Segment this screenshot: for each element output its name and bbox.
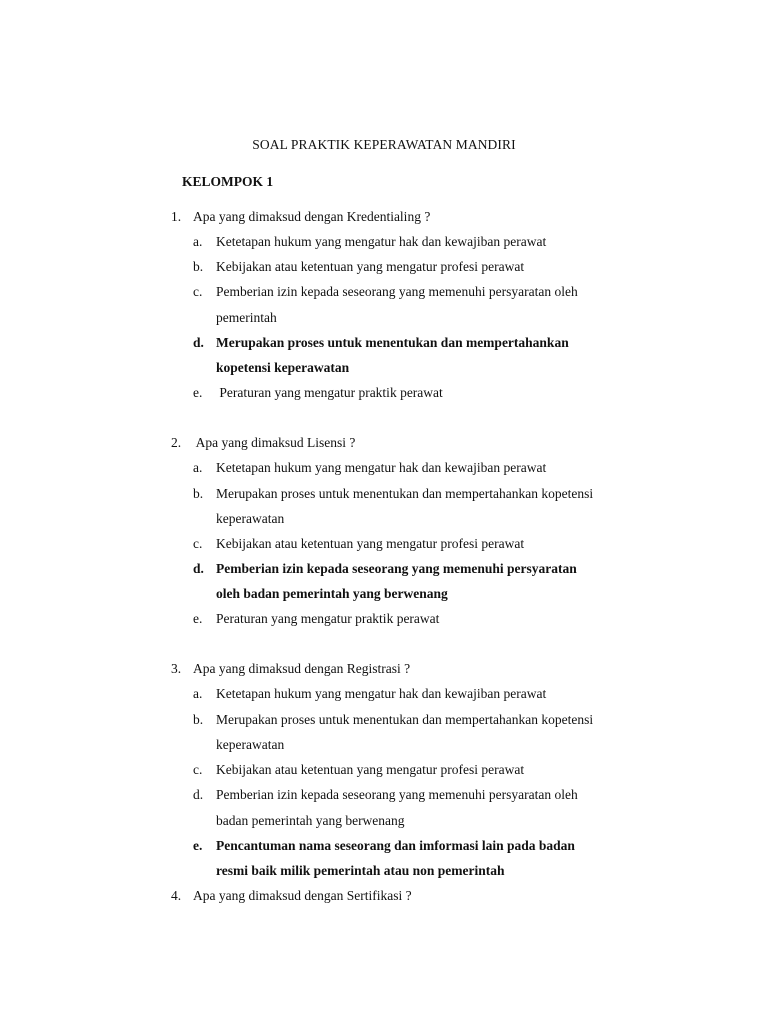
option-letter: b. [193,259,204,274]
option-text: Peraturan yang mengatur praktik perawat [216,385,443,400]
question-text: Apa yang dimaksud Lisensi ? [193,435,356,450]
question-text: Apa yang dimaksud dengan Kredentialing ? [193,209,431,224]
option-text: Ketetapan hukum yang mengatur hak dan kewajiban perawat [216,234,547,249]
group-heading: KELOMPOK 1 [182,174,274,189]
option-letter: a. [193,234,203,249]
option-text-continued: badan pemerintah yang berwenang [216,813,405,828]
option-letter-correct: d. [193,335,204,350]
option-text: Kebijakan atau ketentuan yang mengatur profesi perawat [216,259,525,274]
option-text-correct: Pemberian izin kepada seseorang yang memenuhi persyaratan [216,561,577,576]
question-number: 1. [171,209,182,224]
option-letter: e. [193,611,203,626]
option-letter: c. [193,284,203,299]
option-letter: b. [193,712,204,727]
option-text-continued: keperawatan [216,511,285,526]
option-text: Kebijakan atau ketentuan yang mengatur profesi perawat [216,536,525,551]
question-number: 4. [171,888,182,903]
option-letter: a. [193,460,203,475]
option-letter-correct: e. [193,838,203,853]
option-text: Ketetapan hukum yang mengatur hak dan kewajiban perawat [216,686,547,701]
document-title: SOAL PRAKTIK KEPERAWATAN MANDIRI [252,137,516,152]
option-text-correct-continued: oleh badan pemerintah yang berwenang [216,586,448,601]
question-number: 3. [171,661,182,676]
option-text-correct-continued: kopetensi keperawatan [216,360,350,375]
option-text: Peraturan yang mengatur praktik perawat [216,611,440,626]
option-text: Merupakan proses untuk menentukan dan mempertahankan kopetensi [216,712,594,727]
option-text-correct: Pencantuman nama seseorang dan imformasi lain pada badan [216,838,575,853]
option-text: Pemberian izin kepada seseorang yang memenuhi persyaratan oleh [216,284,578,299]
option-text-correct: Merupakan proses untuk menentukan dan mempertahankan [216,335,569,350]
question-text: Apa yang dimaksud dengan Sertifikasi ? [193,888,412,903]
option-letter: c. [193,536,203,551]
option-letter: a. [193,686,203,701]
option-text: Pemberian izin kepada seseorang yang memenuhi persyaratan oleh [216,787,578,802]
option-text: Kebijakan atau ketentuan yang mengatur profesi perawat [216,762,525,777]
option-text: Ketetapan hukum yang mengatur hak dan kewajiban perawat [216,460,547,475]
question-number: 2. [171,435,182,450]
option-text: Merupakan proses untuk menentukan dan mempertahankan kopetensi [216,486,594,501]
option-letter: b. [193,486,204,501]
option-text-continued: pemerintah [216,310,277,325]
option-text-correct-continued: resmi baik milik pemerintah atau non pemerintah [216,863,505,878]
option-letter-correct: d. [193,561,204,576]
option-letter: d. [193,787,204,802]
option-letter: c. [193,762,203,777]
question-text: Apa yang dimaksud dengan Registrasi ? [193,661,411,676]
option-letter: e. [193,385,203,400]
option-text-continued: keperawatan [216,737,285,752]
